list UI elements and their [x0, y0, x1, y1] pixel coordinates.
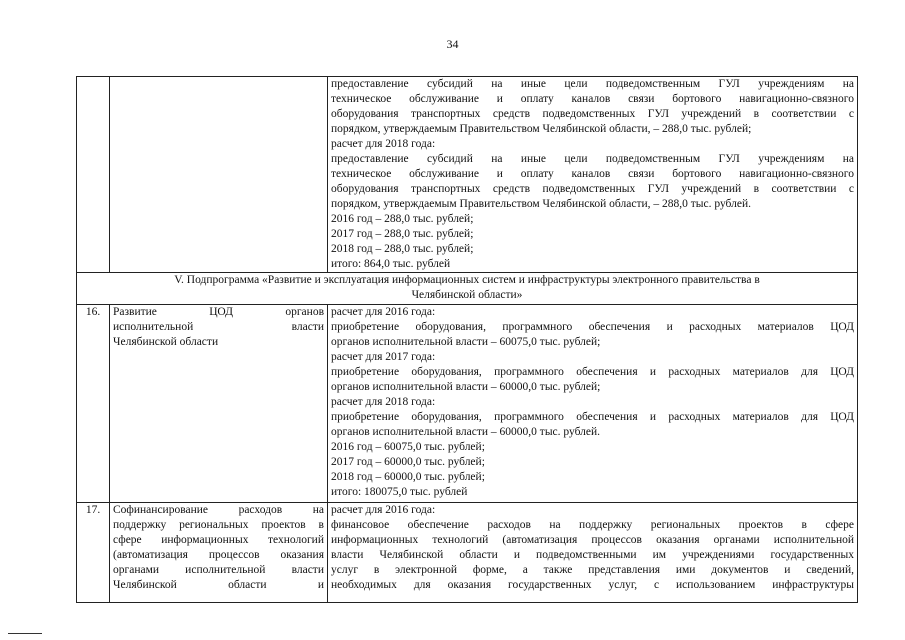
row-description-cell [328, 503, 858, 603]
table-row-16 [77, 305, 858, 503]
description-line: предоставление субсидий на иные цели подведомственным ГУЛ учреждениям на [331, 153, 854, 165]
row-name-line: поддержку региональных проектов в [113, 519, 324, 531]
row-name-line: Развитие ЦОД органов [113, 306, 324, 318]
row-description-cell [328, 305, 858, 503]
description-line: расчет для 2017 года: [331, 351, 436, 363]
description-line: расчет для 2016 года: [331, 504, 436, 516]
description-line: итого: 180075,0 тыс. рублей [331, 486, 468, 498]
row-name-cell [110, 77, 328, 273]
description-line: власти Челябинской области и подведомственными им учреждениями государственных [331, 549, 854, 561]
row-name-cell [110, 503, 328, 603]
description-line: итого: 864,0 тыс. рублей [331, 258, 451, 270]
row-name-line: Челябинской области и [113, 579, 324, 591]
row-name-line: (автоматизация процессов оказания [113, 549, 324, 561]
table-row-continuation [77, 77, 858, 273]
section-header-row [77, 273, 858, 305]
description-line: расчет для 2018 года: [331, 396, 436, 408]
description-line: приобретение оборудования, программного обеспечения и расходных материалов ЦОД [331, 321, 854, 333]
description-line: порядком, утверждаемым Правительством Челябинской области, – 288,0 тыс. рублей; [331, 123, 752, 135]
description-line: расчет для 2016 года: [331, 306, 436, 318]
section-title-line: V. Подпрограмма «Развитие и эксплуатация информационных систем и инфраструктуры электронного правительства в [174, 274, 760, 286]
footer-rule [8, 633, 42, 634]
row-number: 16. [77, 305, 110, 503]
description-line: 2017 год – 60000,0 тыс. рублей; [331, 456, 485, 468]
table-row-17 [77, 503, 858, 603]
page-number: 34 [446, 37, 459, 51]
description-line: приобретение оборудования, программного обеспечения и расходных материалов для ЦОД [331, 366, 854, 378]
description-line: 2016 год – 60075,0 тыс. рублей; [331, 441, 485, 453]
row-number: 17. [77, 503, 110, 603]
row-name-line: сфере информационных технологий [113, 534, 324, 546]
description-line: предоставление субсидий на иные цели подведомственным ГУЛ учреждениям на [331, 78, 854, 90]
description-line: финансовое обеспечение расходов на поддержку региональных проектов в сфере [331, 519, 854, 531]
description-line: необходимых для оказания государственных услуг, с использованием инфраструктуры [331, 579, 854, 591]
description-line: порядком, утверждаемым Правительством Челябинской области, – 288,0 тыс. рублей. [331, 198, 751, 210]
row-name-line: Софинансирование расходов на [113, 504, 324, 516]
row-name-line: Челябинской области [113, 336, 219, 348]
row-name-line: исполнительной власти [113, 321, 324, 333]
expenditure-table [76, 76, 858, 603]
description-line: 2018 год – 60000,0 тыс. рублей; [331, 471, 485, 483]
description-line: 2017 год – 288,0 тыс. рублей; [331, 228, 474, 240]
row-description-cell [328, 77, 858, 273]
description-line: услуг в электронной форме, а также представления ими документов и сведений, [331, 564, 854, 576]
description-line: органов исполнительной власти – 60075,0 тыс. рублей; [331, 336, 601, 348]
section-title-line: Челябинской области» [411, 289, 523, 301]
description-line: 2018 год – 288,0 тыс. рублей; [331, 243, 474, 255]
row-name-cell [110, 305, 328, 503]
description-line: 2016 год – 288,0 тыс. рублей; [331, 213, 474, 225]
section-title [77, 273, 858, 305]
description-line: оборудования транспортных средств подведомственных ГУЛ учреждений в соответствии с [331, 108, 854, 120]
row-number-cell [77, 77, 110, 273]
description-line: техническое обслуживание и оплату каналов связи бортового навигационно-связного [331, 168, 854, 180]
description-line: органов исполнительной власти – 60000,0 тыс. рублей. [331, 426, 601, 438]
row-name-line: органами исполнительной власти [113, 564, 324, 576]
description-line: приобретение оборудования, программного обеспечения и расходных материалов для ЦОД [331, 411, 854, 423]
description-line: органов исполнительной власти – 60000,0 тыс. рублей; [331, 381, 601, 393]
description-line: информационных технологий (автоматизация процессов оказания органами исполнительной [331, 534, 854, 546]
description-line: расчет для 2018 года: [331, 138, 436, 150]
description-line: оборудования транспортных средств подведомственных ГУЛ учреждений в соответствии с [331, 183, 854, 195]
description-line: техническое обслуживание и оплату каналов связи бортового навигационно-связного [331, 93, 854, 105]
